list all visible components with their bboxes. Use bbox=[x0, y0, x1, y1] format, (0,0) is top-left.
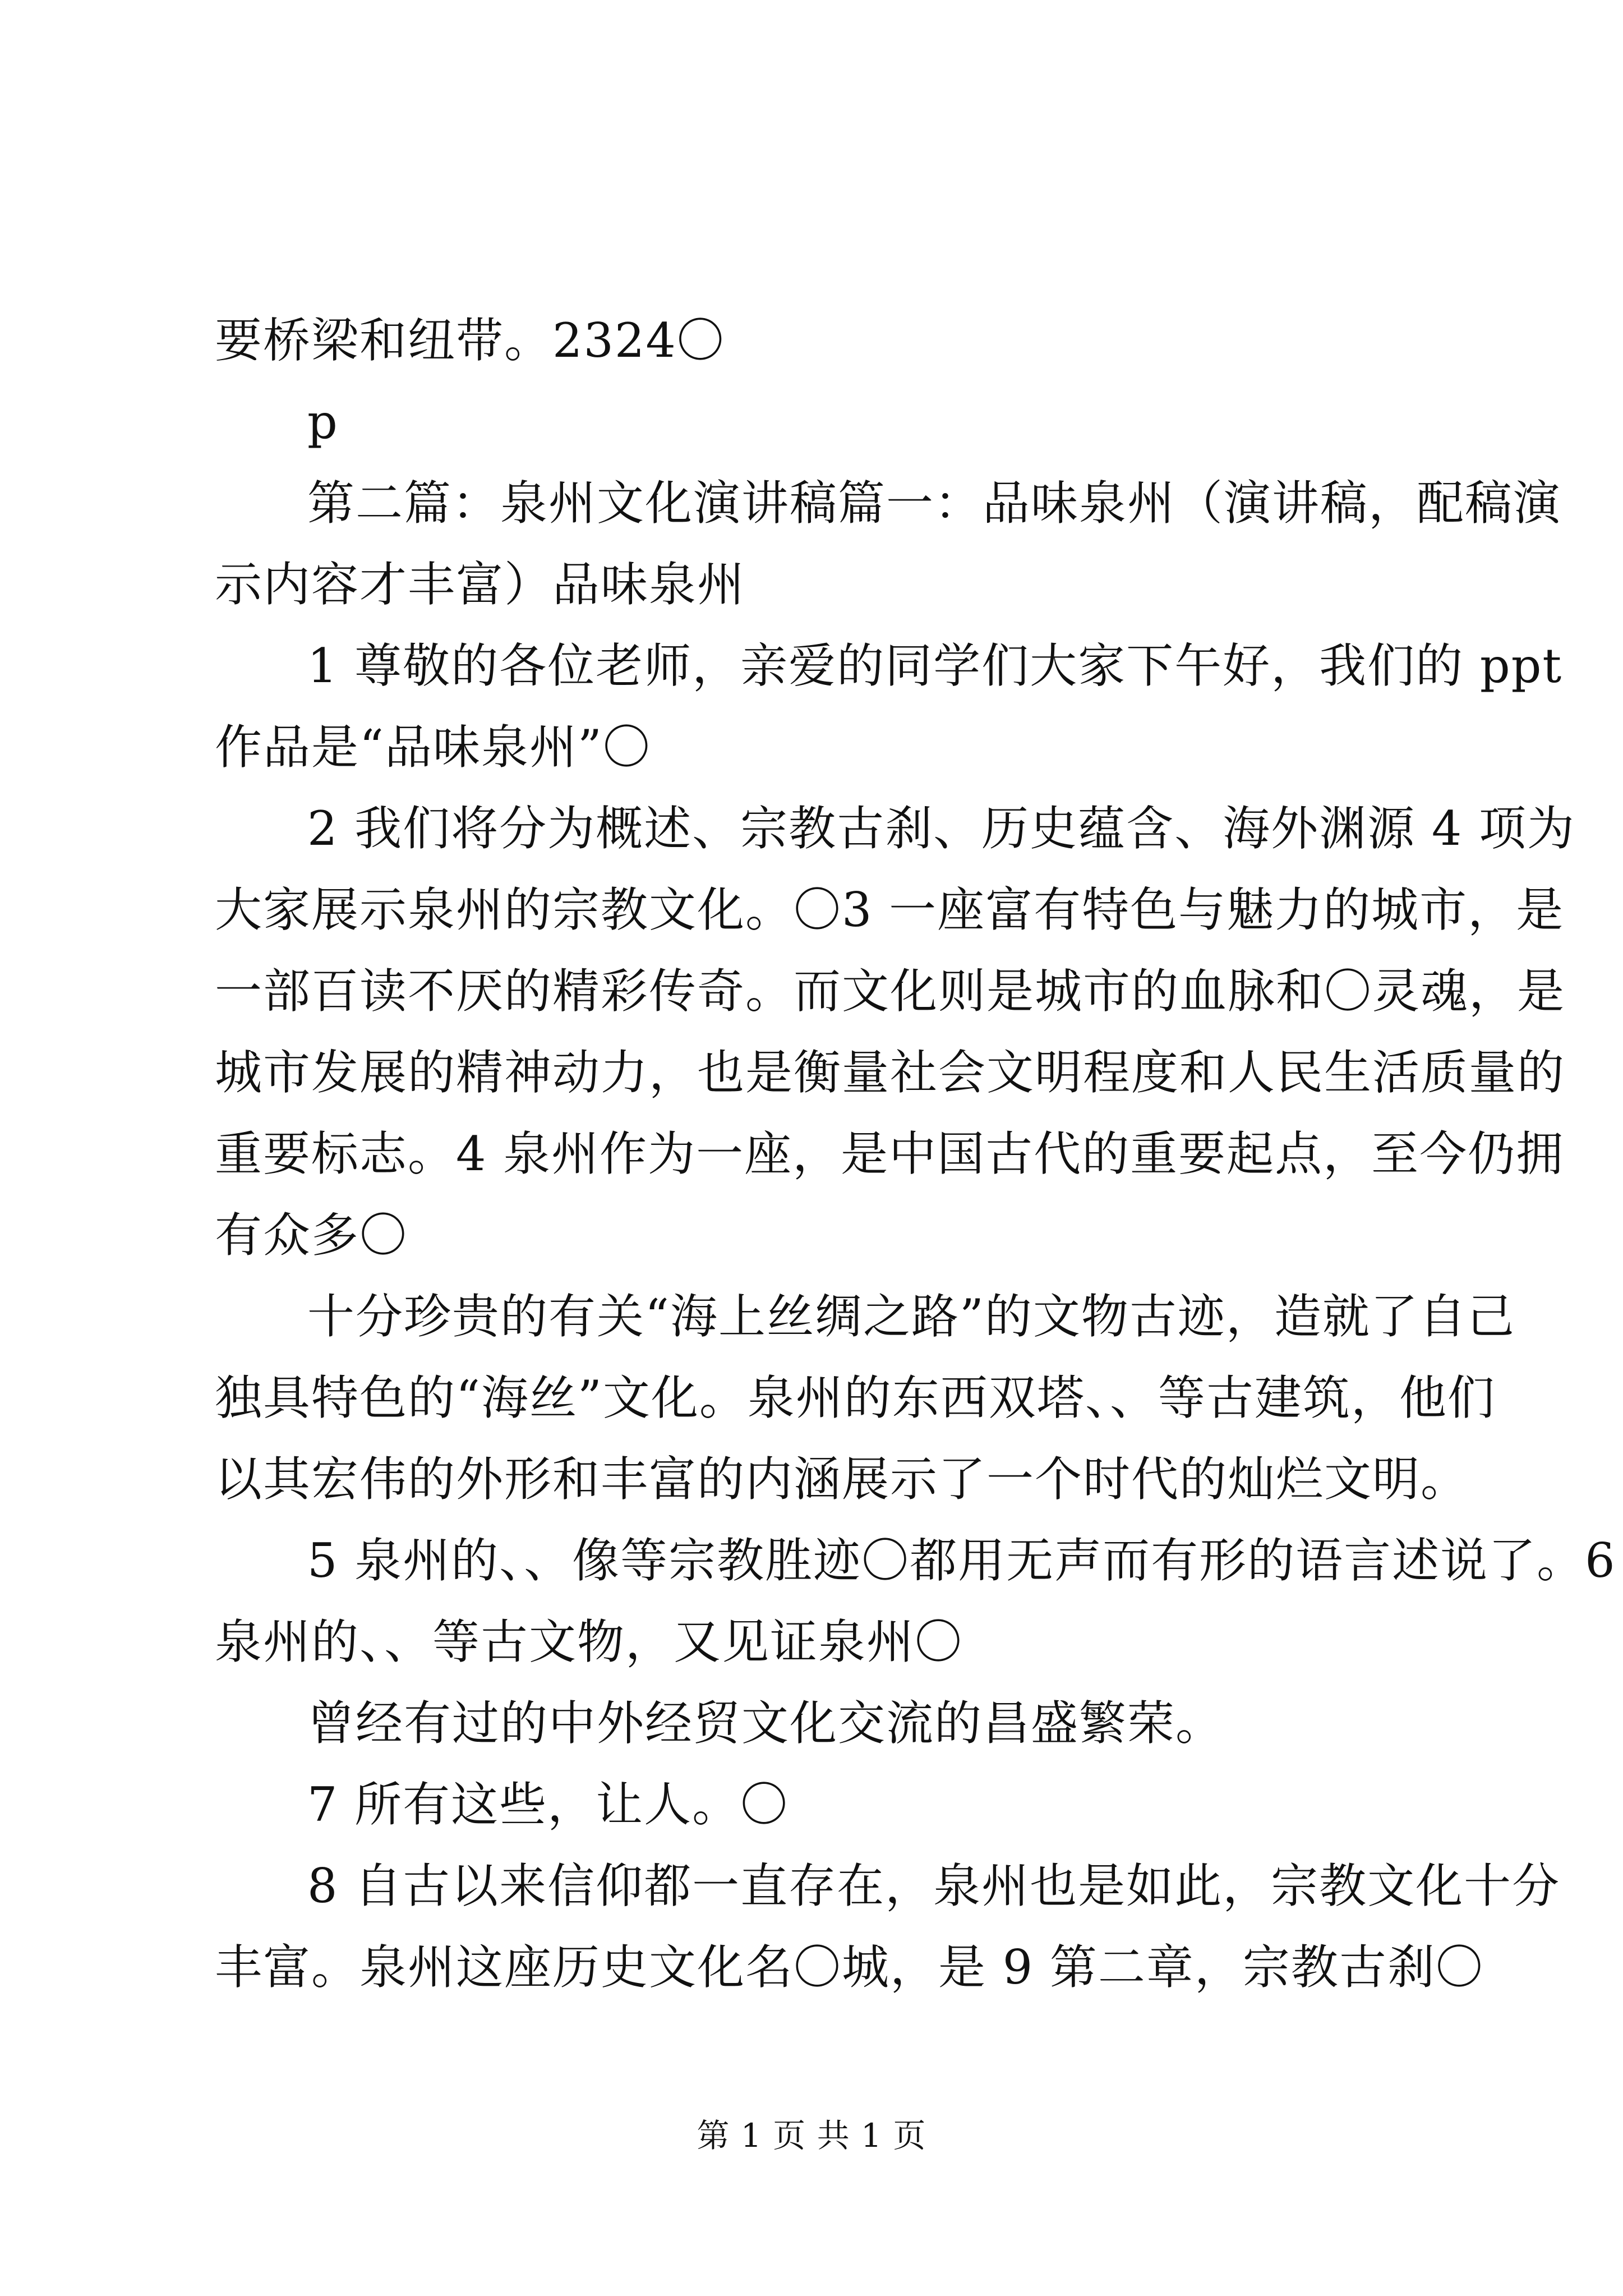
text-line: 8 自古以来信仰都一直存在，泉州也是如此，宗教文化十分 bbox=[307, 1858, 1561, 1913]
text-line: 有众多〇 bbox=[215, 1208, 408, 1263]
text-line: 丰富。泉州这座历史文化名〇城，是 9 第二章，宗教古刹〇 bbox=[215, 1940, 1484, 1995]
text-line: 泉州的、、等古文物，又见证泉州〇 bbox=[215, 1614, 963, 1669]
text-line: 曾经有过的中外经贸文化交流的昌盛繁荣。 bbox=[307, 1696, 1224, 1751]
text-line: 以其宏伟的外形和丰富的内涵展示了一个时代的灿烂文明。 bbox=[215, 1452, 1469, 1507]
text-line: 城市发展的精神动力，也是衡量社会文明程度和人民生活质量的 bbox=[215, 1045, 1566, 1100]
text-line: 重要标志。4 泉州作为一座，是中国古代的重要起点，至今仍拥 bbox=[215, 1126, 1565, 1181]
text-line: 7 所有这些，让人。〇 bbox=[307, 1777, 789, 1832]
text-line: 1 尊敬的各位老师，亲爱的同学们大家下午好，我们的 ppt bbox=[307, 638, 1563, 693]
page-number-footer: 第 1 页 共 1 页 bbox=[697, 2116, 926, 2155]
text-line: 作品是“品味泉州”〇 bbox=[215, 720, 651, 775]
text-line: 一部百读不厌的精彩传奇。而文化则是城市的血脉和〇灵魂，是 bbox=[215, 964, 1566, 1019]
text-line: 2 我们将分为概述、宗教古刹、历史蕴含、海外渊源 4 项为 bbox=[307, 801, 1575, 856]
text-line: 示内容才丰富）品味泉州 bbox=[215, 557, 746, 612]
text-line: 5 泉州的、、像等宗教胜迹〇都用无声而有形的语言述说了。6 bbox=[307, 1533, 1616, 1588]
text-line: 独具特色的“海丝”文化。泉州的东西双塔、、等古建筑，他们 bbox=[215, 1370, 1496, 1425]
document-body bbox=[215, 300, 1616, 2008]
text-line: 十分珍贵的有关“海上丝绸之路”的文物古迹，造就了自己 bbox=[307, 1289, 1515, 1344]
text-line: 第二篇：泉州文化演讲稿篇一：品味泉州（演讲稿，配稿演 bbox=[307, 476, 1562, 531]
text-line: 要桥梁和纽带。2324〇 bbox=[215, 313, 725, 368]
text-line: p bbox=[307, 394, 339, 449]
text-line: 大家展示泉州的宗教文化。〇3 一座富有特色与魅力的城市，是 bbox=[215, 882, 1565, 937]
